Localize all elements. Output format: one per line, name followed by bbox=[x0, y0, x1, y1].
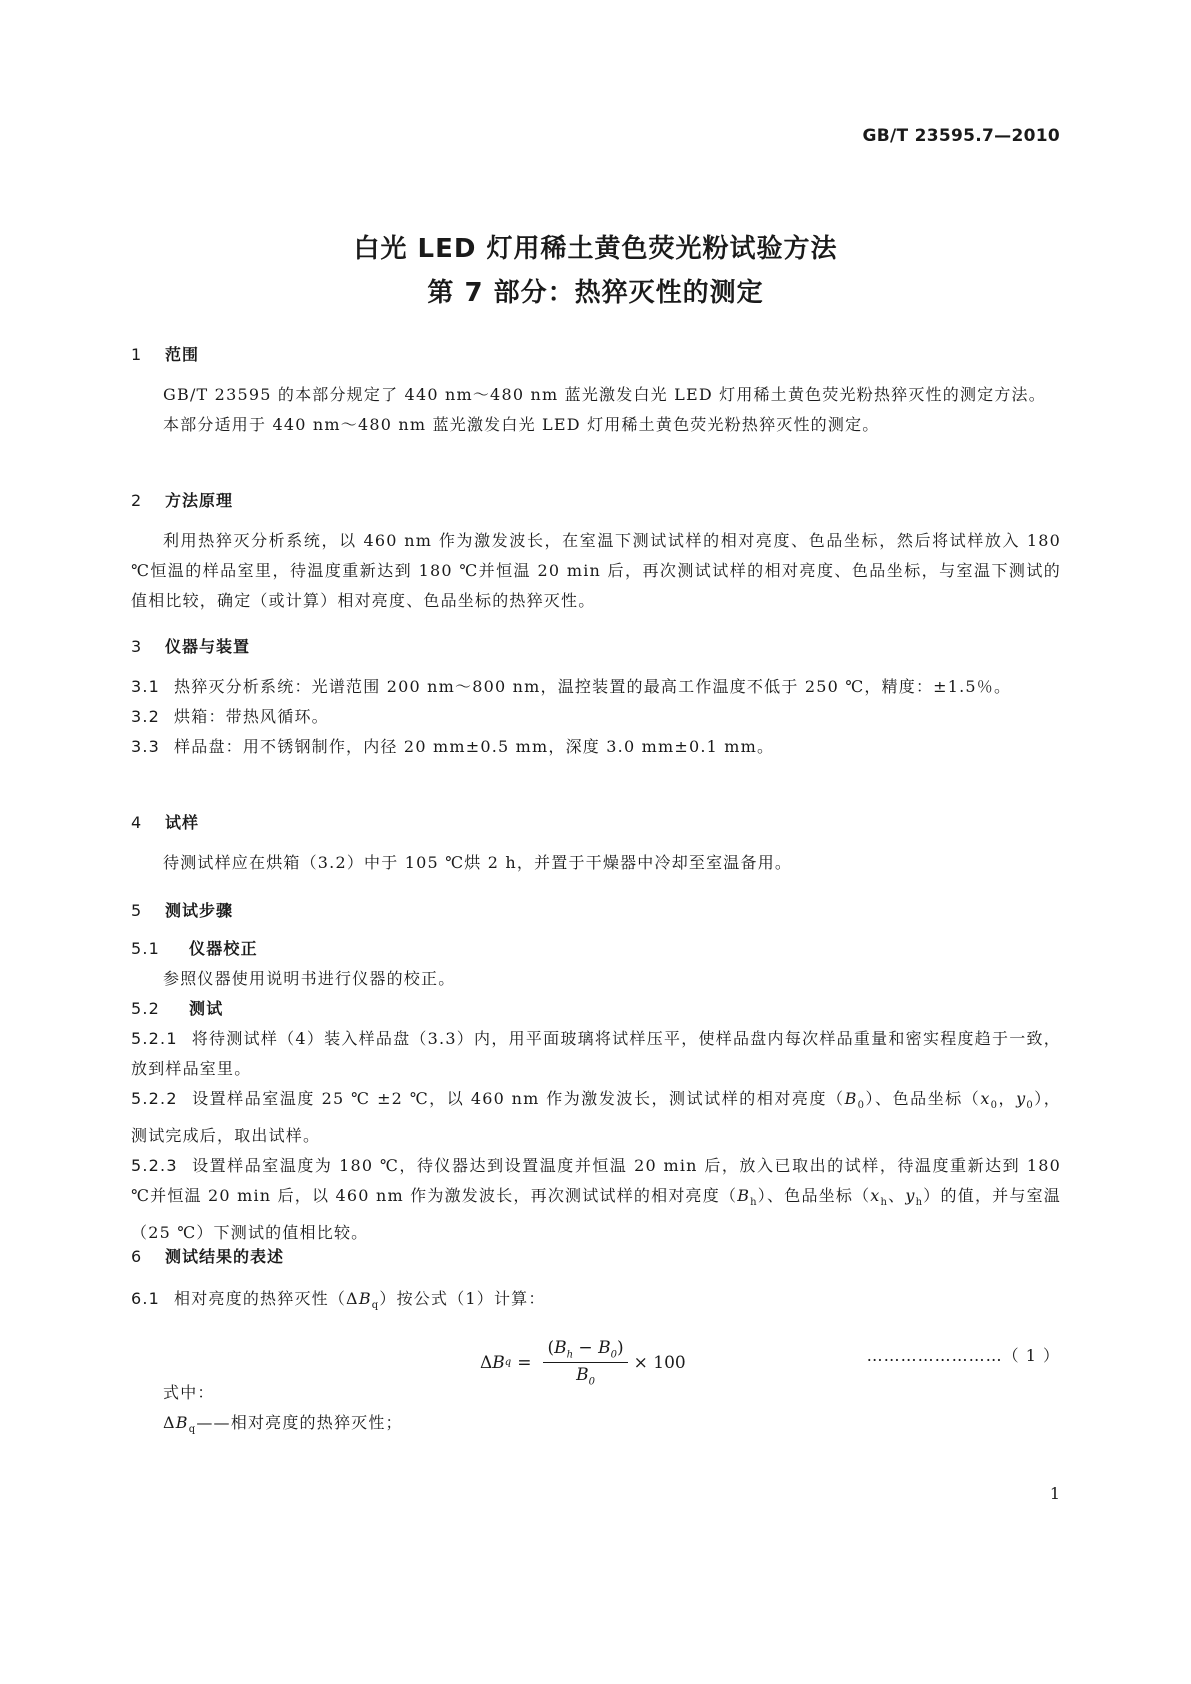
clause-6-1 bbox=[131, 1284, 1061, 1321]
paragraph: 参照仪器使用说明书进行仪器的校正。 bbox=[163, 969, 456, 988]
paren: ) bbox=[616, 1338, 624, 1358]
formula-definitions bbox=[131, 1378, 1061, 1445]
variable: y bbox=[905, 1186, 916, 1206]
clause-number: 3.2 bbox=[131, 707, 161, 726]
clause-3-3 bbox=[131, 732, 1061, 762]
clause-text: ）、色品坐标（ bbox=[757, 1186, 871, 1206]
clause-text: 样品盘：用不锈钢制作，内径 20 mm±0.5 mm，深度 3.0 mm±0.1 mm。 bbox=[174, 737, 775, 756]
section-title: 方法原理 bbox=[165, 491, 234, 510]
section-number: 4 bbox=[131, 813, 143, 832]
paragraph: 利用热猝灭分析系统，以 460 nm 作为激发波长，在室温下测试试样的相对亮度、色品坐标，然后将试样放入 180 ℃恒温的样品室里，待温度重新达到 180 ℃并恒温 20 min 后，再次测试试样的相对亮度、色品坐标，与室温下测试的值相比较，确定（或计算）相对亮度、色品坐标的热猝灭性。 bbox=[131, 531, 1061, 610]
document-title-line1: 白光 LED 灯用稀土黄色荧光粉试验方法 bbox=[353, 234, 838, 264]
clause-number: 5.2.3 bbox=[131, 1156, 178, 1176]
subscript: q bbox=[371, 1300, 380, 1312]
clause-text: ），测试完成后，取出试样。 bbox=[131, 1089, 1061, 1146]
variable: B bbox=[576, 1365, 589, 1386]
paren: ( bbox=[547, 1338, 555, 1358]
section-3-heading bbox=[131, 634, 250, 657]
variable: B bbox=[554, 1338, 567, 1358]
section-title: 测试结果的表述 bbox=[165, 1247, 285, 1266]
clause-number: 6.1 bbox=[131, 1289, 161, 1308]
clause-5-2-2 bbox=[131, 1084, 1061, 1151]
variable: x bbox=[980, 1089, 991, 1108]
section-title: 测试步骤 bbox=[165, 901, 234, 920]
variable: B bbox=[844, 1089, 858, 1108]
multiplier: × 100 bbox=[633, 1352, 686, 1373]
section-1-heading bbox=[131, 342, 199, 365]
section-title: 试样 bbox=[165, 813, 200, 832]
clause-number: 3.3 bbox=[131, 737, 161, 756]
where-label: 式中： bbox=[163, 1383, 215, 1402]
paragraph: 本部分适用于 440 nm～480 nm 蓝光激发白光 LED 灯用稀土黄色荧光粉热猝灭性的测定。 bbox=[163, 415, 880, 434]
clause-5-2-3 bbox=[131, 1151, 1061, 1248]
section-3-body bbox=[131, 672, 1061, 762]
subscript: q bbox=[188, 1424, 197, 1436]
clause-3-1 bbox=[131, 672, 1061, 702]
section-title: 范围 bbox=[165, 345, 200, 364]
delta-symbol: Δ bbox=[480, 1352, 493, 1373]
section-2-heading bbox=[131, 488, 233, 511]
variable: x bbox=[870, 1186, 881, 1206]
subscript: 0 bbox=[857, 1100, 866, 1112]
clause-text: 设置样品室温度为 180 ℃，待仪器达到设置温度并恒温 20 min 后，放入已取出的试样，待温度重新达到 180 ℃并恒温 20 min 后，以 460 nm 作为激发波长，再次测试试样的相对亮度（ bbox=[131, 1156, 1061, 1206]
clause-text: ）、色品坐标（ bbox=[865, 1089, 981, 1108]
definition-text: ——相对亮度的热猝灭性； bbox=[196, 1413, 403, 1432]
clause-text: ）的值，并与室温（25 ℃）下测试的值相比较。 bbox=[131, 1186, 1061, 1243]
paragraph: 待测试样应在烘箱（3.2）中于 105 ℃烘 2 h，并置于干燥器中冷却至室温备用。 bbox=[163, 853, 793, 872]
subsection-title: 测试 bbox=[189, 999, 224, 1018]
subscript: h bbox=[750, 1197, 758, 1209]
subsection-title: 仪器校正 bbox=[189, 939, 258, 958]
subsection-number: 5.1 bbox=[131, 939, 161, 958]
clause-number: 5.2.1 bbox=[131, 1029, 178, 1048]
clause-number: 5.2.2 bbox=[131, 1089, 178, 1108]
equation-number: ……………………（ 1 ） bbox=[866, 1346, 1060, 1365]
section-4-heading bbox=[131, 810, 199, 833]
subscript: h bbox=[915, 1197, 924, 1209]
variable: B bbox=[737, 1186, 751, 1206]
section-2-body bbox=[131, 526, 1061, 616]
variable: y bbox=[1016, 1089, 1027, 1108]
subscript: h bbox=[880, 1197, 889, 1209]
clause-text: ）按公式（1）计算： bbox=[379, 1289, 546, 1308]
clause-text: 相对亮度的热猝灭性（Δ bbox=[174, 1289, 359, 1308]
section-number: 2 bbox=[131, 491, 143, 510]
variable: B bbox=[175, 1413, 189, 1432]
clause-text: 热猝灭分析系统：光谱范围 200 nm～800 nm，温控装置的最高工作温度不低于 250 ℃，精度：±1.5％。 bbox=[174, 677, 1012, 696]
standard-code: GB/T 23595.7—2010 bbox=[862, 126, 1060, 146]
subscript: 0 bbox=[610, 1349, 617, 1361]
variable: B bbox=[598, 1338, 611, 1358]
section-6-heading bbox=[131, 1244, 284, 1267]
variable: B bbox=[492, 1352, 505, 1373]
paragraph: GB/T 23595 的本部分规定了 440 nm～480 nm 蓝光激发白光 LED 灯用稀土黄色荧光粉热猝灭性的测定方法。 bbox=[163, 385, 1046, 404]
clause-3-2 bbox=[131, 702, 1061, 732]
separator: ， bbox=[998, 1089, 1017, 1108]
section-5-body bbox=[131, 934, 1061, 1248]
clause-text: 设置样品室温度 25 ℃ ±2 ℃，以 460 nm 作为激发波长，测试试样的相对亮度（ bbox=[191, 1089, 845, 1108]
equals-sign: = bbox=[517, 1352, 532, 1373]
page-number: 1 bbox=[1049, 1484, 1060, 1503]
document-title-line2: 第 7 部分：热猝灭性的测定 bbox=[427, 278, 764, 308]
section-4-body bbox=[131, 848, 1061, 878]
subsection-number: 5.2 bbox=[131, 999, 161, 1018]
numerator bbox=[543, 1338, 627, 1363]
clause-number: 3.1 bbox=[131, 677, 161, 696]
section-number: 6 bbox=[131, 1247, 143, 1266]
separator: 、 bbox=[888, 1186, 906, 1206]
clause-5-2-1 bbox=[131, 1024, 1061, 1084]
section-6-clause-6-1 bbox=[131, 1284, 1061, 1321]
section-number: 3 bbox=[131, 637, 143, 656]
clause-text: 烘箱：带热风循环。 bbox=[174, 707, 329, 726]
section-number: 5 bbox=[131, 901, 143, 920]
section-5-heading bbox=[131, 898, 233, 921]
subscript: q bbox=[504, 1357, 512, 1369]
section-title: 仪器与装置 bbox=[165, 637, 251, 656]
subscript: 0 bbox=[1026, 1100, 1034, 1112]
subsection-5-2-heading bbox=[131, 994, 1061, 1024]
section-1-body bbox=[131, 380, 1061, 440]
subscript: 0 bbox=[588, 1376, 595, 1388]
variable: B bbox=[358, 1289, 372, 1308]
subscript: h bbox=[566, 1349, 574, 1361]
subscript: 0 bbox=[990, 1100, 999, 1112]
minus-sign: − bbox=[573, 1338, 599, 1358]
subsection-5-1-heading bbox=[131, 934, 1061, 964]
definition-delta-bq bbox=[131, 1408, 1061, 1445]
delta-symbol: Δ bbox=[163, 1413, 176, 1432]
section-number: 1 bbox=[131, 345, 143, 364]
clause-text: 将待测试样（4）装入样品盘（3.3）内，用平面玻璃将试样压平，使样品盘内每次样品重量和密实程度趋于一致，放到样品室里。 bbox=[131, 1029, 1061, 1078]
